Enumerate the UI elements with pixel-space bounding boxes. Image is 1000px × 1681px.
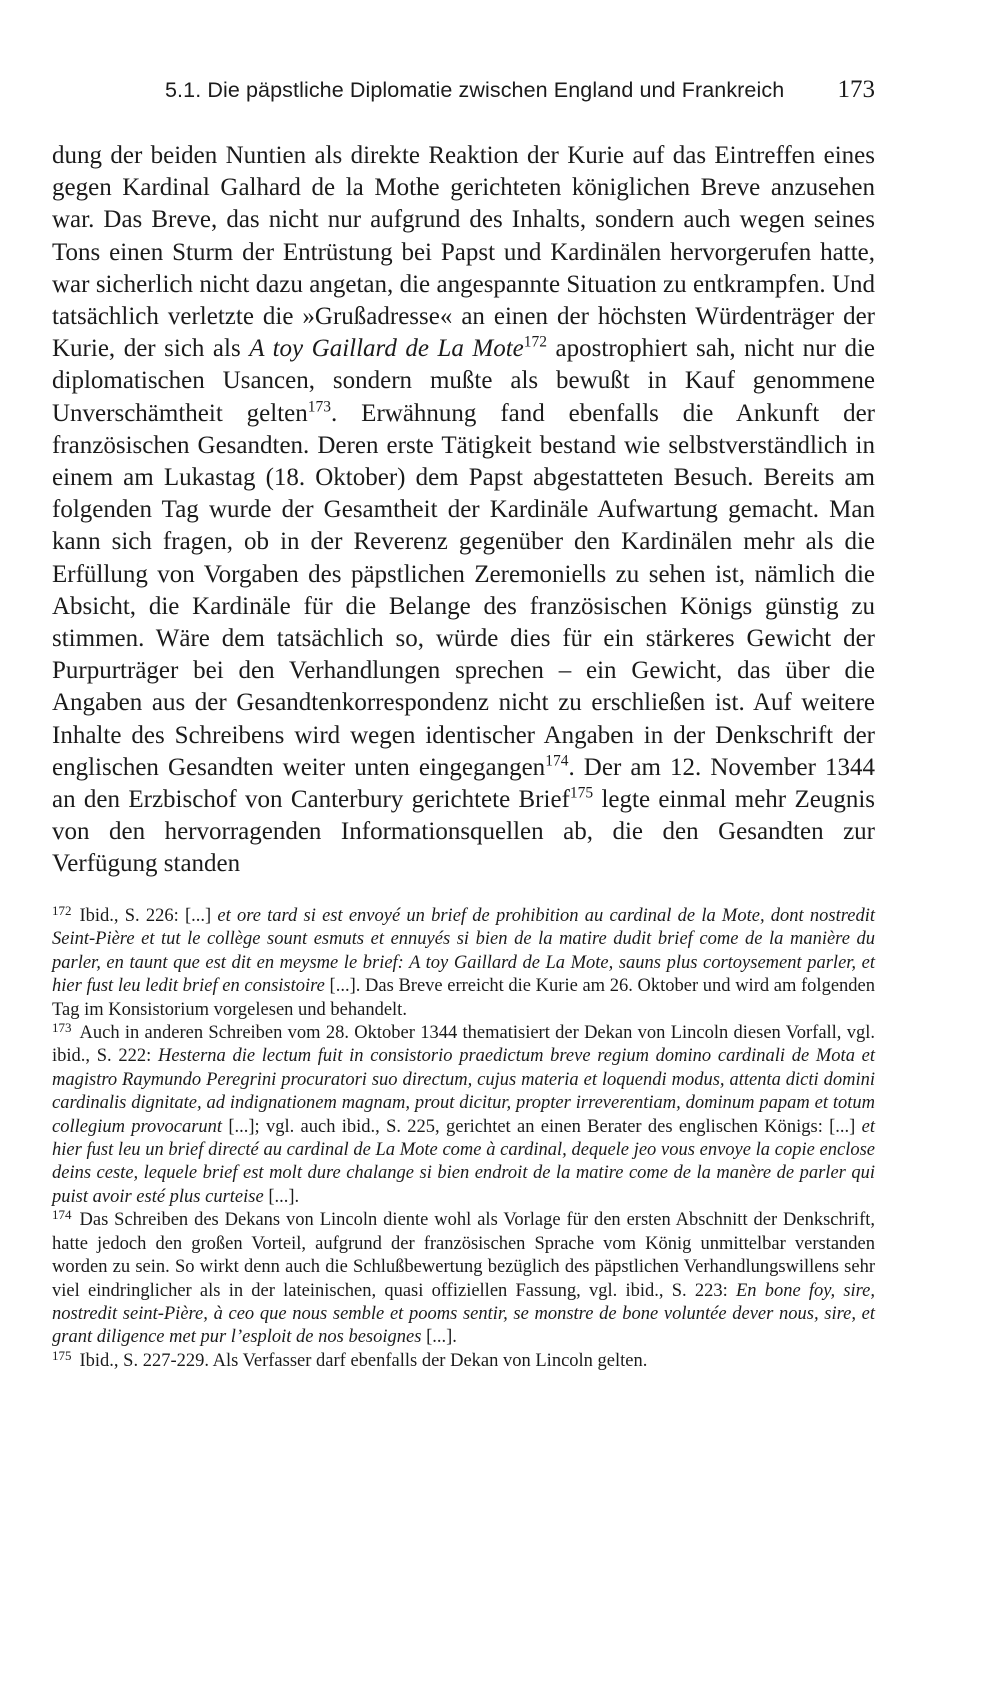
footnote-ref-173[interactable]: 173	[307, 398, 332, 416]
footnote-175	[52, 1347, 875, 1373]
footnote-text: Ibid., S. 227-229. Als Verfasser darf ebenfalls der Dekan von Lincoln gelten.	[79, 1350, 648, 1371]
footnote-quote: En bone foy, sire, nostredit seint-Pière, à ceo que nous semble et pooms sentir, se monstre de bone voluntée dever nous, sire, et grant diligence met pur l’esploit de nos besoignes	[52, 1280, 876, 1348]
body-text: . Erwähnung fand ebenfalls die Ankunft der französischen Gesandten. Deren erste Tätigkeit bestand wie selbstverständlich in einem am Lukastag (18. Oktober) dem Papst abgestatteten Besuch. Bereits am folgenden Tag wurde der Gesamtheit der Kardinäle Aufwartung gemacht. Man kann sich fragen, ob in der Reverenz gegenüber den Kardinälen mehr als die Erfüllung von Vorgaben des päpstlichen Zeremoniells zu sehen ist, nämlich die Absicht, die Kardinäle für die Belange des französischen Königs günstig zu stimmen. Wäre dem tatsächlich so, würde dies für ein stärkeres Gewicht der Purpurträger bei den Verhandlungen sprechen – ein Gewicht, das über die Angaben aus der Gesandtenkorrespondenz nicht zu erschließen ist. Auf weitere Inhalte des Schreibens wird wegen identischer Angaben in der Denkschrift der englischen Gesandten weiter unten eingegangen	[52, 399, 875, 781]
footnote-ref-172[interactable]: 172	[523, 333, 548, 351]
footnote-text: Das Schreiben des Dekans von Lincoln diente wohl als Vorlage für den ersten Abschnitt der Denkschrift, hatte jedoch den großen Vorteil, aufgrund der französischen Sprache vom König unmittelbar verstanden worden zu sein. So wirkt denn auch die Schlußbewertung bezüglich des päpstlichen Verhandlungswillens sehr viel eindringlicher als in der lateinischen, quasi offiziellen Fassung, vgl. ibid., S. 223:	[52, 1210, 875, 1301]
footnote-quote: et ore tard si est envoyé un brief de prohibition au cardinal de la Mote, dont nostredit Seint-Pière et tut le collège sount esmuts et ennuyés si bien de la matire dudit brief come de la manière du parler, en taunt que est dit en meysme le brief: A toy Gaillard de La Mote, sauns plus cortoysement parler, et hier fust leu ledit brief en consistoire	[52, 906, 875, 997]
page-number: 173	[837, 76, 875, 103]
footnote-text: [...]; vgl. auch ibid., S. 225, gerichtet an einen Berater des englischen Königs: [...]	[222, 1116, 862, 1137]
footnote-text: Auch in anderen Schreiben vom 28. Oktober 1344 thematisiert der Dekan von Lincoln diesen Vorfall, vgl. ibid., S. 222:	[52, 1023, 875, 1067]
footnote-number: 172	[52, 903, 72, 918]
footnote-quote: et hier fust leu un brief directé au cardinal de La Mote come à cardinal, dequele jeo vous envoye la copie enclose deins ceste, lequele brief est molt dure chalange si bien endroit de la matire come de la manère de parler qui puist avoir esté plus curteise	[52, 1116, 875, 1207]
footnote-text: [...].	[263, 1186, 300, 1207]
body-text: . Der am 12. November 1344 an den Erzbischof von Canterbury gerichtete Brief	[52, 753, 875, 814]
body-paragraph	[52, 140, 875, 881]
main-text	[52, 140, 875, 881]
footnote-quote: Hesterna die lectum fuit in consistorio praedictum breve regium domino cardinali de Mota et magistro Raymundo Peregrini procuratori suo directum, cujus materia et loquendi modus, attenta dicti domini cardinalis dignitate, ad indignationem magnam, prout dicitur, propter irreverentiam, dominum papam et totum collegium provocarunt	[52, 1046, 875, 1137]
footnote-text: Ibid., S. 226: [...]	[79, 906, 218, 926]
footnote-text: [...].	[421, 1327, 457, 1348]
footnote-ref-174[interactable]: 174	[545, 752, 569, 770]
body-text: apostrophiert sah, nicht nur die diplomatischen Usancen, sondern mußte als bewußt in Kauf genommene Unverschämtheit gelten	[52, 335, 875, 427]
body-quote: A toy Gaillard de La Mote	[249, 335, 524, 363]
footnote-174	[52, 1209, 875, 1349]
body-text: legte einmal mehr Zeugnis von den hervorragenden Informationsquellen ab, die den Gesandten zur Verfügung standen	[52, 786, 875, 878]
footnote-number: 175	[52, 1347, 72, 1363]
footnote-number: 174	[52, 1207, 72, 1223]
footnote-ref-175[interactable]: 175	[569, 784, 594, 802]
footnotes	[52, 905, 875, 1373]
footnote-text: [...]. Das Breve erreicht die Kurie am 26. Oktober und wird am folgenden Tag im Konsistorium vorgelesen und behandelt.	[52, 976, 875, 1020]
footnote-number: 173	[52, 1020, 72, 1036]
footnote-173	[52, 1022, 875, 1209]
body-text: dung der beiden Nuntien als direkte Reaktion der Kurie auf das Eintreffen eines gegen Kardinal Galhard de la Mothe gerichteten königlichen Breve anzusehen war. Das Breve, das nicht nur aufgrund des Inhalts, sondern auch wegen seines Tons einen Sturm der Entrüstung bei Papst und Kardinälen hervorgerufen hatte, war sicherlich nicht dazu angetan, die angespannte Situation zu entkrampfen. Und tatsächlich verletzte die »Grußadresse« an einen der höchsten Würdenträger der Kurie, der sich als	[52, 142, 875, 363]
running-title: 5.1. Die päpstliche Diplomatie zwischen England und Frankreich	[165, 78, 785, 102]
running-header	[165, 78, 875, 112]
footnote-172	[52, 905, 875, 1022]
